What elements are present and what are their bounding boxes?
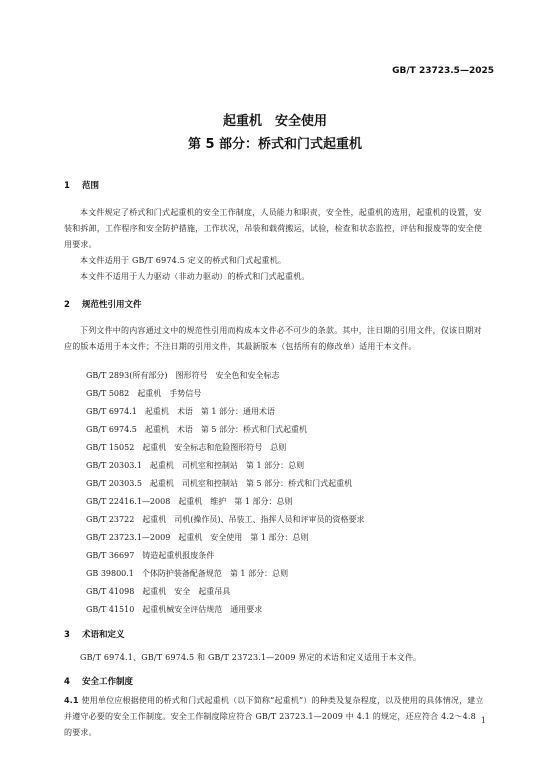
scope-paragraph-2: 本文件适用于 GB/T 6974.5 定义的桥式和门式起重机。	[80, 256, 287, 265]
reference-item: GB/T 41510 起重机械安全评估规范 通用要求	[86, 605, 263, 614]
clause-4-1	[64, 693, 486, 741]
standard-number: GB/T 23723.5—2025	[392, 66, 494, 76]
scope-paragraph-1: 本文件规定了桥式和门式起重机的安全工作制度，人员能力和职责，安全性，起重机的选用，起重机的设置，安装和拆卸，工作程序和安全防护措施，工作状况，吊装和载荷搬运，试验，检查和状态监控，评估和报废等的安全使用要求。	[64, 208, 483, 249]
section-title: 术语和定义	[82, 630, 125, 640]
title-line-2: 第 5 部分：桥式和门式起重机	[187, 137, 363, 152]
reference-item: GB/T 23723.1—2009 起重机 安全使用 第 1 部分：总则	[86, 533, 309, 542]
reference-item: GB/T 36697 铸造起重机报废条件	[86, 551, 215, 560]
page-number: 1	[480, 716, 486, 725]
reference-item: GB/T 6974.5 起重机 术语 第 5 部分：桥式和门式起重机	[86, 425, 308, 434]
reference-item: GB/T 22416.1—2008 起重机 维护 第 1 部分：总则	[86, 497, 293, 506]
clause-text: 使用单位应根据使用的桥式和门式起重机（以下简称“起重机”）的种类及复杂程度，以及使用的具体情况，建立并遵守必要的安全工作制度。安全工作制度除应符合 GB/T 23723.1—2009 中 4.1 的规定，还应符合 4.2～4.8 的要求。	[64, 696, 484, 737]
section-number: 3	[64, 630, 70, 640]
section-title: 安全工作制度	[82, 677, 134, 687]
section-number: 4	[64, 677, 70, 687]
reference-item: GB 39800.1 个体防护装备配备规范 第 1 部分：总则	[86, 569, 289, 578]
section-3-heading	[64, 628, 125, 640]
title-line-1: 起重机 安全使用	[222, 114, 327, 129]
section-1-heading	[64, 179, 99, 191]
scope-paragraph-3: 本文件不适用于人力驱动（非动力驱动）的桥式和门式起重机。	[80, 272, 310, 281]
section-2-heading	[64, 298, 142, 310]
reference-item: GB/T 6974.1 起重机 术语 第 1 部分：通用术语	[86, 407, 276, 416]
section-number: 1	[64, 181, 70, 191]
terms-paragraph: GB/T 6974.1、GB/T 6974.5 和 GB/T 23723.1—2009 界定的术语和定义适用于本文件。	[80, 653, 422, 662]
section-title: 范围	[82, 181, 100, 191]
reference-item: GB/T 20303.1 起重机 司机室和控制站 第 1 部分：总则	[86, 461, 305, 470]
section-number: 2	[64, 300, 70, 310]
reference-item: GB/T 2893(所有部分) 图形符号 安全色和安全标志	[86, 371, 280, 380]
normative-intro: 下列文件中的内容通过文中的规范性引用而构成本文件必不可少的条款。其中，注日期的引用文件，仅该日期对应的版本适用于本文件；不注日期的引用文件，其最新版本（包括所有的修改单）适用于本文件。	[64, 326, 482, 351]
reference-item: GB/T 5082 起重机 手势信号	[86, 389, 202, 398]
reference-item: GB/T 41098 起重机 安全 起重吊具	[86, 587, 231, 596]
section-4-heading	[64, 675, 133, 687]
reference-item: GB/T 23722 起重机 司机(操作员)、吊装工、指挥人员和评审员的资格要求	[86, 515, 365, 524]
reference-item: GB/T 20303.5 起重机 司机室和控制站 第 5 部分：桥式和门式起重机	[86, 479, 353, 488]
clause-number: 4.1	[64, 696, 79, 705]
section-title: 规范性引用文件	[82, 300, 142, 310]
reference-item: GB/T 15052 起重机 安全标志和危险图形符号 总则	[86, 443, 287, 452]
